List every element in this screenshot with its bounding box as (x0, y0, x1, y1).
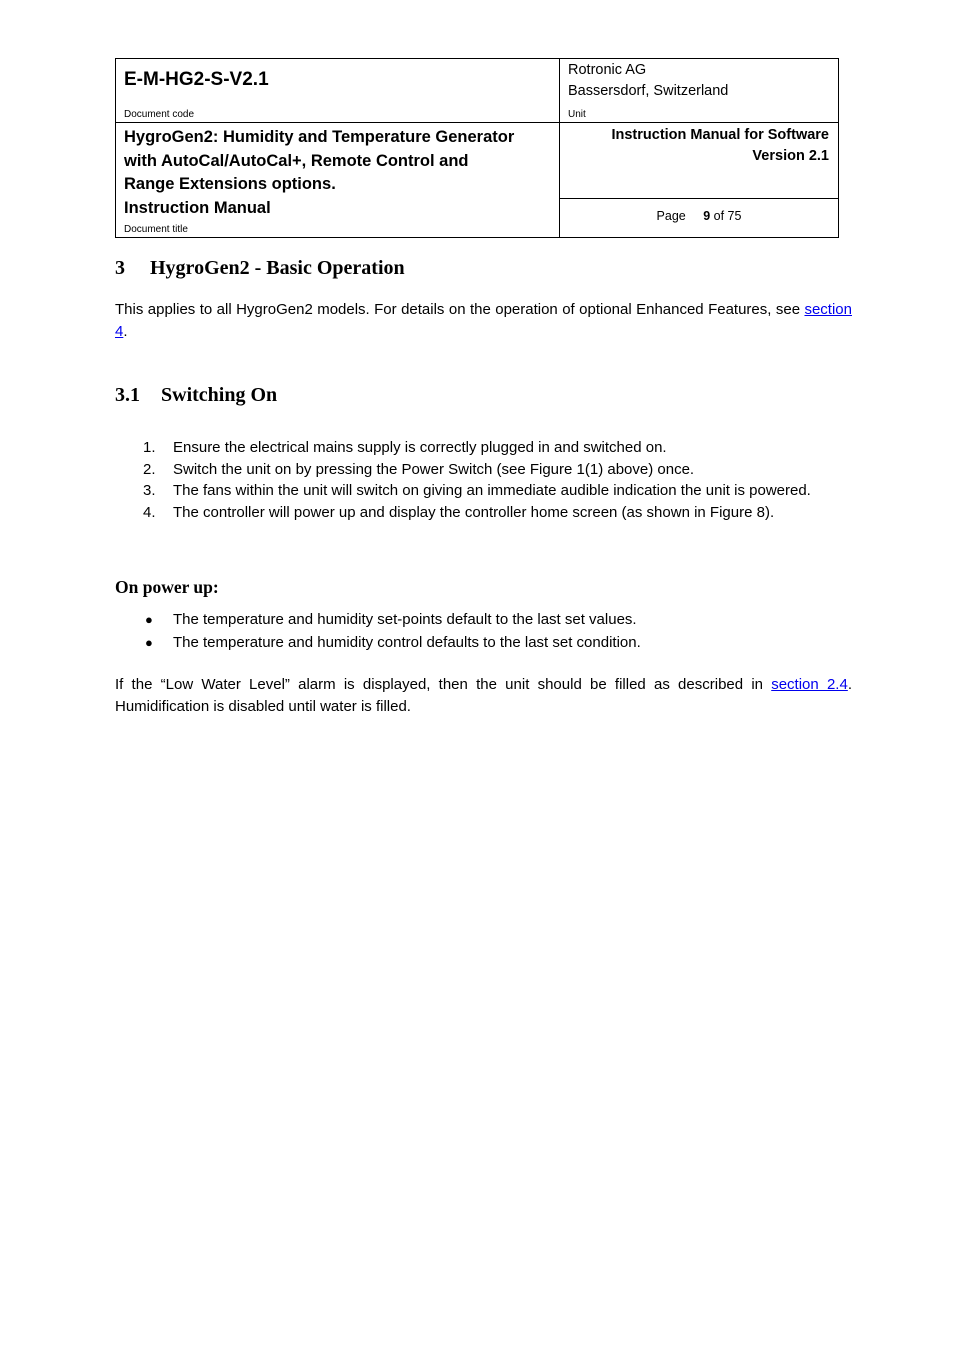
list-item (115, 608, 852, 631)
power-up-heading: On power up: (115, 577, 219, 597)
power-up-bullets (115, 608, 852, 654)
page-label: Page (656, 209, 686, 223)
unit-line-2: Bassersdorf, Switzerland (568, 83, 729, 99)
step-number: 3. (143, 482, 156, 499)
step-text: Ensure the electrical mains supply is correctly plugged in and switched on. (173, 439, 667, 456)
doc-title-cell (116, 123, 560, 238)
section-4-link[interactable]: section 4 (115, 301, 852, 340)
page-total: of 75 (713, 209, 742, 223)
bullet-text: The temperature and humidity control defaults to the last set condition. (173, 634, 641, 651)
section-3-1-number: 3.1 (115, 384, 140, 406)
section-3-1-title: Switching On (161, 384, 278, 406)
unit-cell (560, 59, 839, 123)
doc-title (124, 126, 514, 220)
page-number: 9 (703, 209, 711, 223)
unit-line-1: Rotronic AG (568, 62, 647, 78)
bullet-text: The temperature and humidity set-points default to the last set values. (173, 611, 637, 628)
doc-code: E-M-HG2-S-V2.1 (124, 69, 269, 90)
note-end: . Humidification is disabled until water is filled. (115, 676, 852, 715)
manual-version-cell (560, 123, 839, 199)
page-number-cell (560, 199, 839, 238)
bullet-icon: ● (145, 612, 153, 627)
list-item (115, 502, 852, 524)
section-3-number: 3 (115, 257, 125, 279)
step-text: The controller will power up and display the controller home screen (as shown in Figure 8). (173, 503, 775, 521)
doc-title-line: with AutoCal/AutoCal+, Remote Control and (124, 151, 469, 170)
section-3-heading (115, 257, 405, 280)
step-text: Switch the unit on by pressing the Power Switch (see Figure 1(1) above) once. (173, 460, 695, 478)
doc-code-cell (116, 59, 560, 123)
step-number: 1. (143, 439, 156, 456)
doc-title-line: Instruction Manual (124, 198, 271, 217)
note-text: If the “Low Water Level” alarm is displayed, then the unit should be filled as described in (115, 676, 772, 693)
unit-caption: Unit (568, 109, 586, 120)
switching-on-steps (115, 437, 852, 523)
manual-line-1: Instruction Manual for Software (611, 127, 829, 143)
step-number: 4. (143, 503, 156, 521)
step-text: The fans within the unit will switch on giving an immediate audible indication the unit is powered. (173, 482, 811, 499)
step-number: 2. (143, 460, 156, 478)
section-3-title: HygroGen2 - Basic Operation (150, 257, 405, 279)
doc-code-caption: Document code (124, 109, 195, 120)
low-water-note (115, 674, 852, 717)
manual-line-2: Version 2.1 (752, 148, 829, 164)
list-item (115, 437, 852, 459)
list-item (115, 459, 852, 481)
doc-title-line: Range Extensions options. (124, 175, 336, 193)
doc-title-line: HygroGen2: Humidity and Temperature Generator (124, 128, 515, 146)
intro-end: . (123, 323, 128, 340)
list-item (115, 631, 852, 654)
section-2-4-link[interactable]: section 2.4 (771, 676, 848, 693)
section-3-intro (115, 299, 852, 343)
bullet-icon: ● (145, 635, 153, 650)
document-header-table (115, 58, 839, 238)
manual-version (611, 125, 829, 167)
intro-text: This applies to all HygroGen2 models. For details on the operation of optional Enhanced Features, see (115, 301, 805, 318)
section-3-1-heading (115, 384, 277, 407)
list-item (115, 480, 852, 502)
doc-title-caption: Document title (124, 224, 188, 235)
page-indicator (560, 209, 838, 223)
